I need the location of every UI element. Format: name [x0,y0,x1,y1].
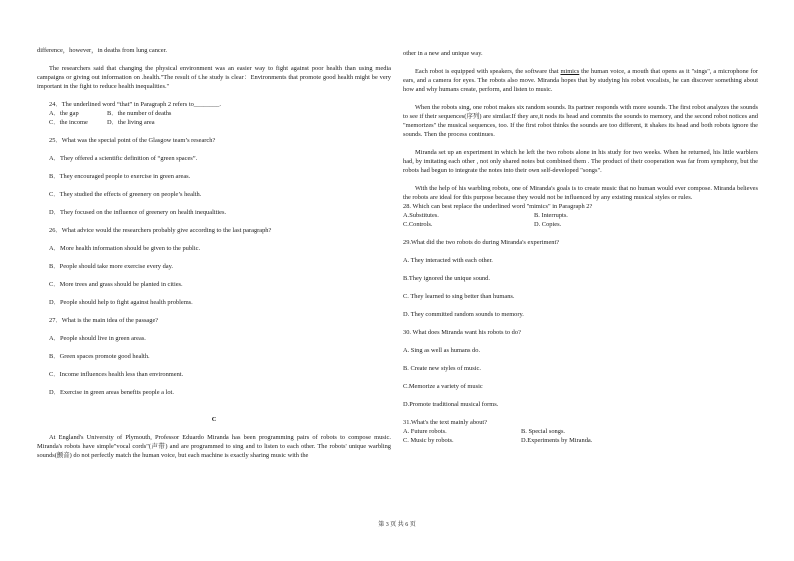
question-27: 27．What is the main idea of the passage? [49,317,159,324]
q30-option-c: C.Memorize a variety of music [403,383,483,390]
q25-option-a: A．They offered a scientific definition of “green spaces”. [49,155,198,162]
paragraph-3: When the robots sing, one robot makes six random sounds. Its partner responds with more sounds. The first robot analyzes the sounds to see if their sequences(序列) are similar.If they are,it nods its head and commits the sounds to memory, and the second robot notices and "memorizes" the musical sequences, too. If the first robot thinks the sounds are too different, it shakes its head and both robots ignore the sounds. Then the process continues. [403,104,758,138]
q26-option-a: A．More health information should be given to the public. [49,245,201,252]
q27-option-c: C．Income influences health less than environment. [49,371,184,378]
q31-option-d: D.Experiments by Miranda. [521,437,593,444]
q29-option-d: D. They committed random sounds to memory. [403,311,524,318]
q29-option-a: A. They interacted with each other. [403,257,493,264]
q25-option-b: B．They encouraged people to exercise in green areas. [49,173,191,180]
p2-text-before: Each robot is equipped with speakers, the software that [415,68,561,75]
left-column [37,46,391,460]
q29-option-c: C. They learned to sing better than humans. [403,293,515,300]
paragraph-2 [403,67,758,94]
q27-option-a: A．People should live in green areas. [49,335,146,342]
paragraph-4: Miranda set up an experiment in which he left the two robots alone in his study for two weeks. When he returned, his little warblers had, by imitating each other , not only shared notes but combined them . The product of their cooperation was far from symphony, but the robots had begun to integrate the notes into their own self-developed "songs". [403,149,758,174]
q26-option-c: C．More trees and grass should be planted in cities. [49,281,183,288]
question-25: 25．What was the special point of the Glasgow team’s research? [49,137,216,144]
q27-option-b: B．Green spaces promote good health. [49,353,150,360]
question-29: 29.What did the two robots do during Miranda's experiment? [403,239,560,246]
q30-option-d: D.Promote traditional musical forms. [403,401,499,408]
q30-option-a: A. Sing as well as humans do. [403,347,481,354]
q24-option-a: A．the gap [49,110,79,117]
q28-option-c: C.Controls. [403,221,433,228]
section-c-heading: C [211,416,217,423]
q28-options-row2 [403,220,758,229]
question-28: 28. Which can best replace the underlined word "mimics" in Paragraph 2? [403,203,593,210]
q27-option-d: D．Exercise in green areas benefits people a lot. [49,389,174,396]
q31-option-a: A. Future robots. [403,428,447,435]
right-column [403,49,758,445]
q24-option-d: D．the living area [107,119,155,126]
paragraph-intro: difference，however，in deaths from lung cancer. [37,47,167,54]
q31-options-row1 [403,427,758,436]
question-24: 24．The underlined word “that” in Paragraph 2 refers to________. [49,101,221,108]
paragraph-5: With the help of his warbling robots, one of Miranda's goals is to create music that no human would ever compose. Miranda believes the robots are ideal for this purpose because they would not be influenced by any existing musical styles or rules. [403,185,758,201]
q28-option-a: A.Substitutes. [403,212,439,219]
q26-option-b: B．People should take more exercise every day. [49,263,173,270]
q24-options-row1 [37,109,391,118]
question-30: 30. What does Miranda want his robots to do? [403,329,521,336]
q25-option-d: D．They focused on the influence of greenery on health inequalities. [49,209,227,216]
q31-option-b: B. Special songs. [521,428,566,435]
q28-option-d: D. Copies. [534,221,562,228]
passage-c-paragraph-1: At England's University of Plymouth, Professor Eduardo Miranda has been programming pairs of robots to compose music. Miranda's robots have simple"vocal cords"(声带) and are programmed to sing and to listen to each other. The robots' unique warbling sounds(颤音) do not perfectly match the human voice, but each machine is exactly sharing music with the [37,434,391,459]
underlined-word-mimics: mimics [560,68,580,75]
q31-options-row2 [403,436,758,445]
q26-option-d: D．People should help to fight against health problems. [49,299,193,306]
p2-text-after: the human voice, a mouth that opens as it "sings", a microphone for ears, and a camera for eyes. The robots also move. Miranda hopes that by studying his robot vocalists, he can discover something about how and why humans create, perform, and listen to music. [403,68,758,93]
question-26: 26．What advice would the researchers probably give according to the last paragraph? [49,227,272,234]
q28-option-b: B. Interrupts. [534,212,568,219]
paragraph-continued: other in a new and unique way. [403,50,483,57]
paragraph-researchers: The researchers said that changing the physical environment was an easier way to fight against poor health than using media campaigns or giving out information on .health."The result of t.he study is clear：Environments that promote good health might be very important in the fight to reduce health inequalities." [37,65,391,90]
q31-option-c: C. Music by robots. [403,437,454,444]
q24-option-c: C．the income [49,119,88,126]
q28-options-row1 [403,211,758,220]
q29-option-b: B.They ignored the unique sound. [403,275,490,282]
q24-options-row2 [37,118,391,127]
page-number-footer: 第 3 页 共 6 页 [378,522,416,528]
question-31: 31.What's the text mainly about? [403,419,488,426]
q25-option-c: C．They studied the effects of greenery on people’s health. [49,191,202,198]
q30-option-b: B. Create new styles of music. [403,365,481,372]
q24-option-b: B．the number of deaths [107,110,172,117]
